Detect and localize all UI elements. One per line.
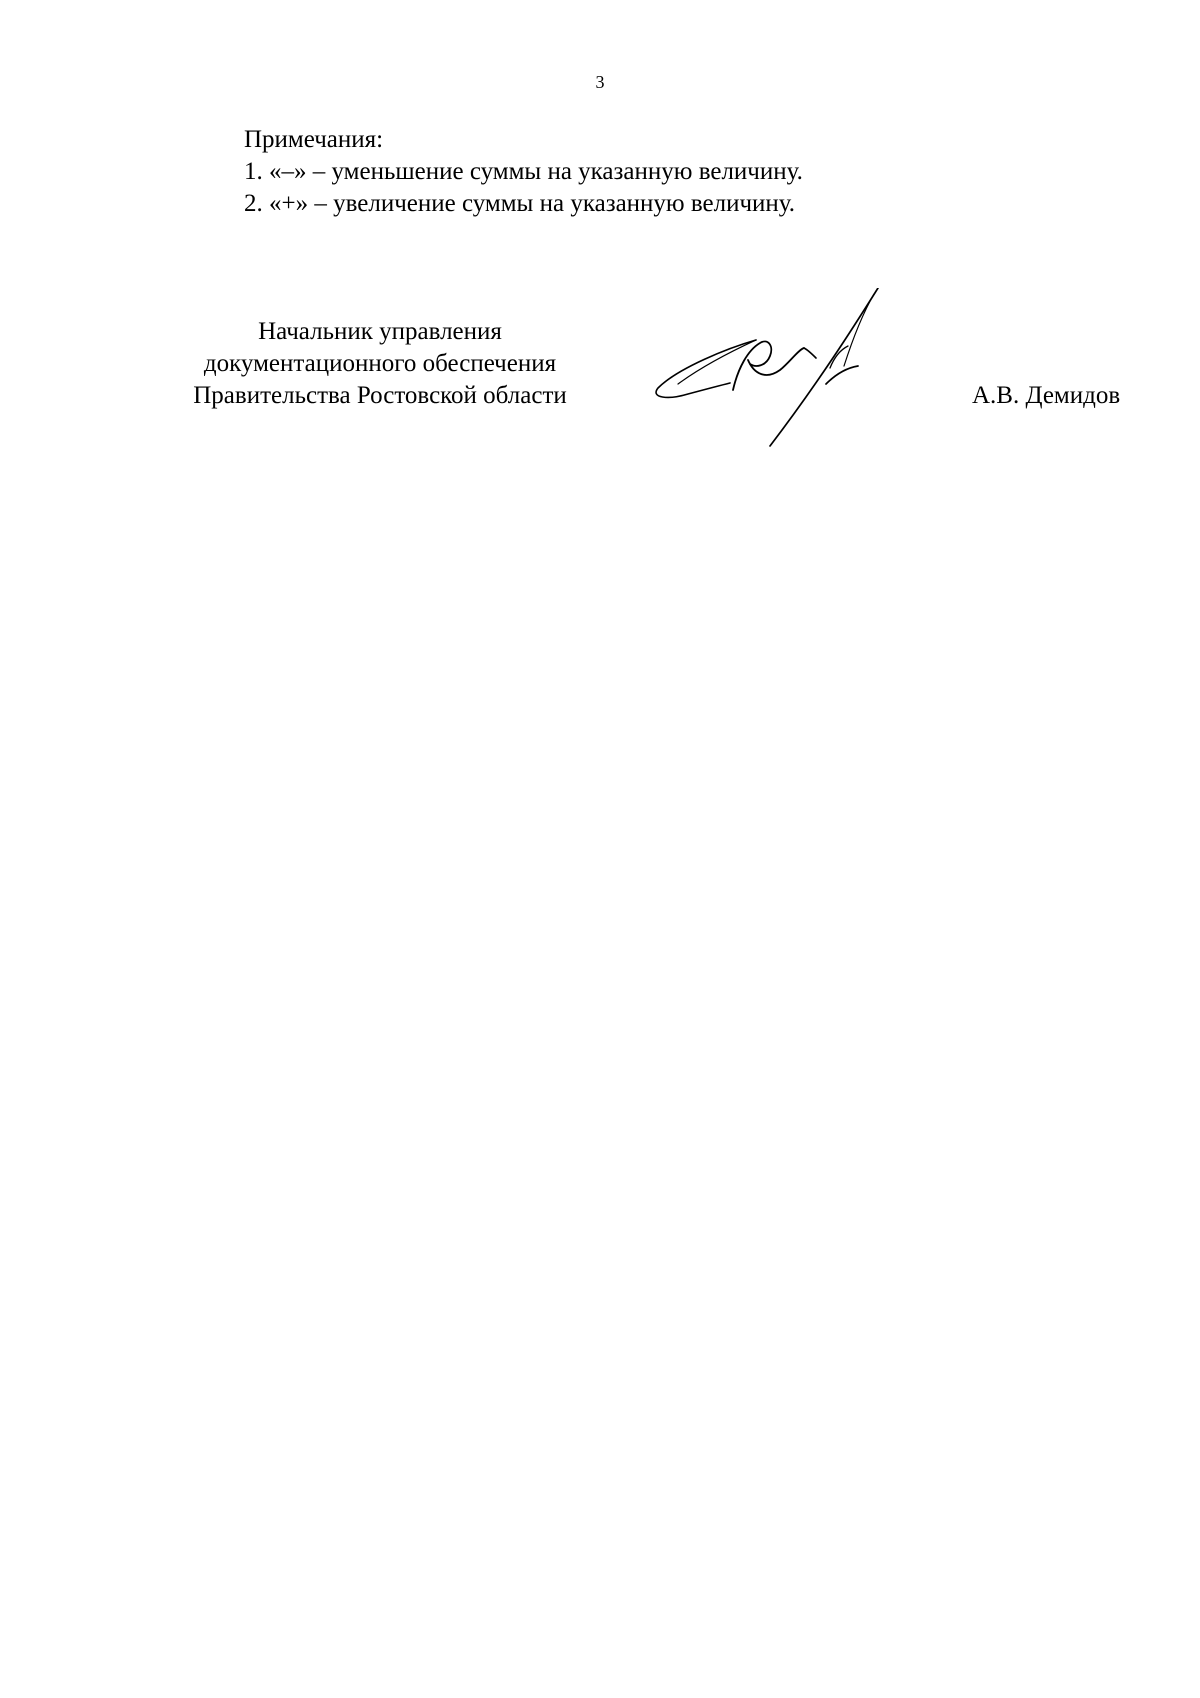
signer-name: А.В. Демидов — [972, 382, 1121, 409]
note-item-2: 2. «+» – увеличение суммы на указанную величину. — [244, 190, 796, 217]
note-item-1: 1. «–» – уменьшение суммы на указанную величину. — [244, 158, 803, 185]
signer-position-line-2: документационного обеспечения — [203, 350, 557, 377]
page-number: 3 — [595, 72, 605, 92]
signer-position — [150, 316, 610, 412]
signature-icon — [648, 288, 938, 458]
notes-heading: Примечания: — [244, 126, 384, 153]
notes-section — [244, 124, 1044, 220]
signer-position-line-1: Начальник управления — [258, 318, 502, 345]
signer-position-line-3: Правительства Ростовской области — [193, 382, 567, 409]
